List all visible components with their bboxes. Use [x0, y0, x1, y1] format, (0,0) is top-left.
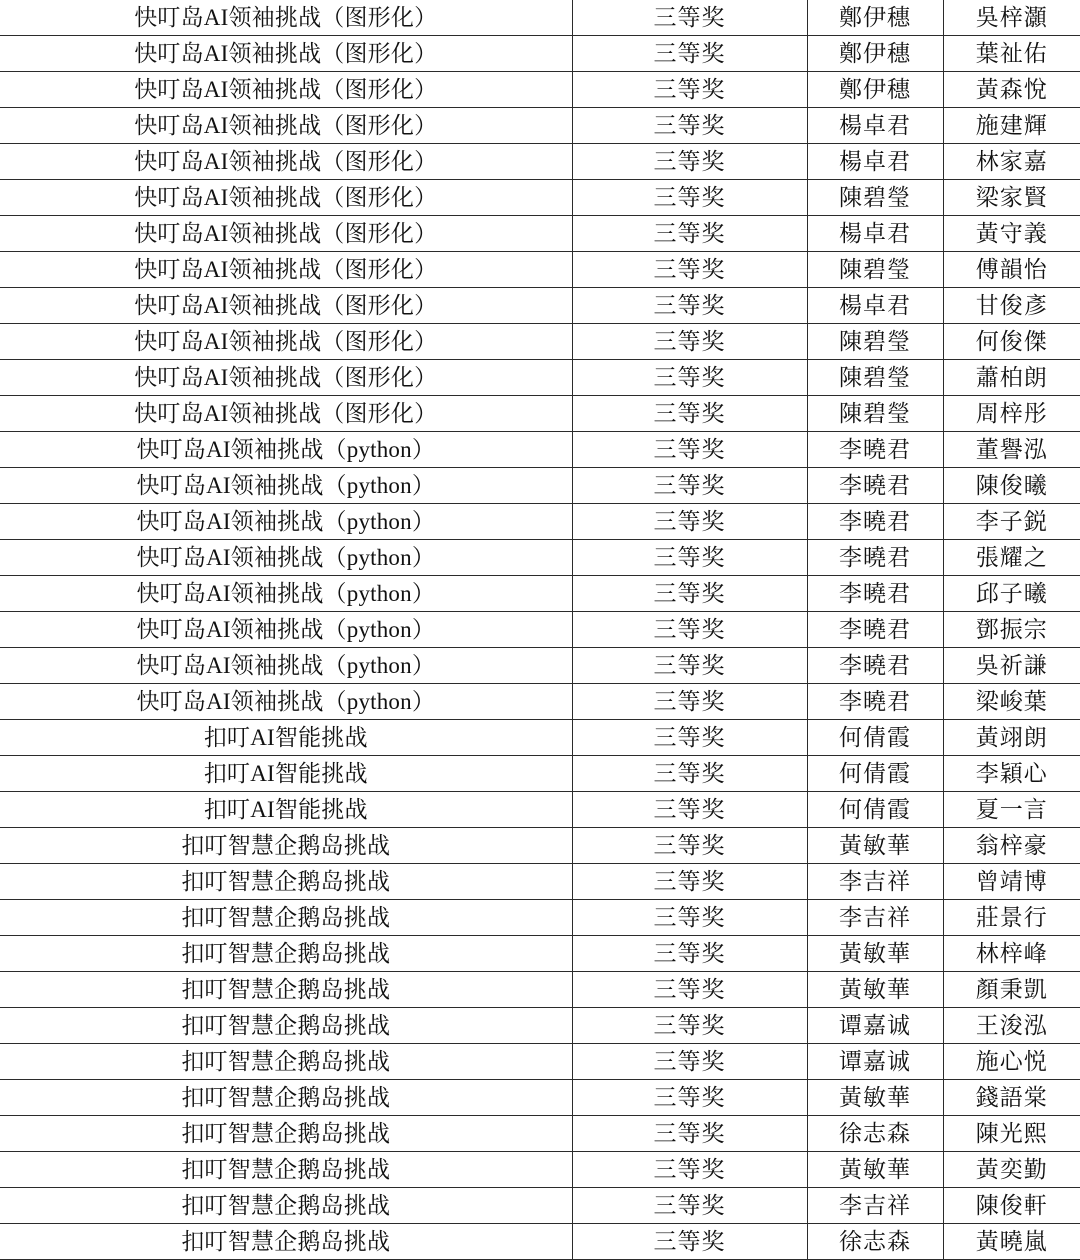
- table-row: [0, 468, 1080, 504]
- table-row: [0, 972, 1080, 1008]
- cell-student: 陳光熙: [943, 1116, 1080, 1152]
- cell-project: 快叮岛AI领袖挑战（python）: [0, 504, 572, 540]
- table-row: [0, 648, 1080, 684]
- cell-project: 扣叮智慧企鹅岛挑战: [0, 1152, 572, 1188]
- table-row: [0, 1188, 1080, 1224]
- cell-project: 扣叮AI智能挑战: [0, 792, 572, 828]
- cell-award: 三等奖: [572, 396, 807, 432]
- cell-project: 快叮岛AI领袖挑战（图形化）: [0, 144, 572, 180]
- cell-project: 扣叮智慧企鹅岛挑战: [0, 972, 572, 1008]
- cell-coach: 李曉君: [807, 684, 943, 720]
- cell-award: 三等奖: [572, 936, 807, 972]
- cell-student: 蕭柏朗: [943, 360, 1080, 396]
- cell-student: 甘俊彥: [943, 288, 1080, 324]
- cell-award: 三等奖: [572, 180, 807, 216]
- cell-project: 扣叮AI智能挑战: [0, 756, 572, 792]
- cell-coach: 楊卓君: [807, 108, 943, 144]
- table-row: [0, 1152, 1080, 1188]
- cell-student: 黃奕勤: [943, 1152, 1080, 1188]
- cell-coach: 何倩霞: [807, 756, 943, 792]
- cell-award: 三等奖: [572, 288, 807, 324]
- cell-student: 莊景行: [943, 900, 1080, 936]
- cell-award: 三等奖: [572, 792, 807, 828]
- cell-coach: 李曉君: [807, 540, 943, 576]
- cell-award: 三等奖: [572, 360, 807, 396]
- cell-coach: 陳碧瑩: [807, 324, 943, 360]
- cell-coach: 李曉君: [807, 468, 943, 504]
- table-row: [0, 540, 1080, 576]
- table-row: [0, 864, 1080, 900]
- cell-award: 三等奖: [572, 468, 807, 504]
- table-row: [0, 1080, 1080, 1116]
- cell-award: 三等奖: [572, 756, 807, 792]
- cell-coach: 何倩霞: [807, 720, 943, 756]
- cell-student: 梁家賢: [943, 180, 1080, 216]
- cell-student: 李子鋭: [943, 504, 1080, 540]
- cell-student: 黃森悅: [943, 72, 1080, 108]
- cell-student: 邱子曦: [943, 576, 1080, 612]
- table-row: [0, 1116, 1080, 1152]
- cell-award: 三等奖: [572, 684, 807, 720]
- cell-award: 三等奖: [572, 432, 807, 468]
- table-row: [0, 216, 1080, 252]
- cell-project: 扣叮智慧企鹅岛挑战: [0, 828, 572, 864]
- cell-coach: 楊卓君: [807, 288, 943, 324]
- cell-project: 快叮岛AI领袖挑战（python）: [0, 684, 572, 720]
- cell-coach: 李曉君: [807, 576, 943, 612]
- table-row: [0, 756, 1080, 792]
- cell-award: 三等奖: [572, 324, 807, 360]
- cell-award: 三等奖: [572, 1152, 807, 1188]
- cell-student: 梁峻葉: [943, 684, 1080, 720]
- cell-coach: 李曉君: [807, 648, 943, 684]
- table-row: [0, 504, 1080, 540]
- cell-project: 快叮岛AI领袖挑战（python）: [0, 432, 572, 468]
- cell-project: 快叮岛AI领袖挑战（python）: [0, 576, 572, 612]
- cell-student: 葉祉佑: [943, 36, 1080, 72]
- cell-student: 林家嘉: [943, 144, 1080, 180]
- cell-student: 顏秉凱: [943, 972, 1080, 1008]
- cell-project: 扣叮智慧企鹅岛挑战: [0, 1044, 572, 1080]
- cell-coach: 黃敏華: [807, 936, 943, 972]
- cell-project: 快叮岛AI领袖挑战（python）: [0, 468, 572, 504]
- cell-student: 董譽泓: [943, 432, 1080, 468]
- cell-student: 李穎心: [943, 756, 1080, 792]
- cell-coach: 鄭伊穗: [807, 0, 943, 36]
- cell-award: 三等奖: [572, 576, 807, 612]
- table-row: [0, 360, 1080, 396]
- cell-coach: 李曉君: [807, 504, 943, 540]
- cell-student: 吳梓灝: [943, 0, 1080, 36]
- table-row: [0, 720, 1080, 756]
- cell-coach: 楊卓君: [807, 216, 943, 252]
- cell-coach: 李吉祥: [807, 900, 943, 936]
- table-row: [0, 144, 1080, 180]
- cell-award: 三等奖: [572, 648, 807, 684]
- table-row: [0, 180, 1080, 216]
- cell-student: 何俊傑: [943, 324, 1080, 360]
- cell-project: 快叮岛AI领袖挑战（图形化）: [0, 36, 572, 72]
- cell-award: 三等奖: [572, 216, 807, 252]
- cell-coach: 李曉君: [807, 612, 943, 648]
- cell-project: 快叮岛AI领袖挑战（图形化）: [0, 108, 572, 144]
- cell-award: 三等奖: [572, 1008, 807, 1044]
- cell-award: 三等奖: [572, 972, 807, 1008]
- cell-student: 陳俊曦: [943, 468, 1080, 504]
- cell-student: 陳俊軒: [943, 1188, 1080, 1224]
- cell-award: 三等奖: [572, 1188, 807, 1224]
- cell-coach: 李曉君: [807, 432, 943, 468]
- cell-student: 張耀之: [943, 540, 1080, 576]
- cell-student: 夏一言: [943, 792, 1080, 828]
- cell-project: 扣叮智慧企鹅岛挑战: [0, 1116, 572, 1152]
- cell-award: 三等奖: [572, 252, 807, 288]
- cell-coach: 谭嘉诚: [807, 1044, 943, 1080]
- cell-student: 翁梓豪: [943, 828, 1080, 864]
- cell-coach: 鄭伊穗: [807, 72, 943, 108]
- cell-student: 黃守義: [943, 216, 1080, 252]
- table-row: [0, 36, 1080, 72]
- table-row: [0, 396, 1080, 432]
- table-row: [0, 1224, 1080, 1260]
- cell-project: 快叮岛AI领袖挑战（图形化）: [0, 180, 572, 216]
- cell-coach: 楊卓君: [807, 144, 943, 180]
- cell-student: 周梓彤: [943, 396, 1080, 432]
- cell-award: 三等奖: [572, 72, 807, 108]
- cell-award: 三等奖: [572, 1224, 807, 1260]
- table-row: [0, 72, 1080, 108]
- cell-project: 扣叮智慧企鹅岛挑战: [0, 900, 572, 936]
- cell-project: 扣叮智慧企鹅岛挑战: [0, 936, 572, 972]
- cell-student: 鄧振宗: [943, 612, 1080, 648]
- cell-coach: 黃敏華: [807, 828, 943, 864]
- cell-student: 王浚泓: [943, 1008, 1080, 1044]
- cell-coach: 黃敏華: [807, 1152, 943, 1188]
- cell-coach: 鄭伊穗: [807, 36, 943, 72]
- cell-award: 三等奖: [572, 900, 807, 936]
- cell-coach: 陳碧瑩: [807, 180, 943, 216]
- table-row: [0, 792, 1080, 828]
- cell-award: 三等奖: [572, 1080, 807, 1116]
- table-row: [0, 0, 1080, 36]
- cell-project: 快叮岛AI领袖挑战（图形化）: [0, 288, 572, 324]
- cell-project: 扣叮智慧企鹅岛挑战: [0, 1188, 572, 1224]
- table-row: [0, 900, 1080, 936]
- cell-project: 快叮岛AI领袖挑战（python）: [0, 540, 572, 576]
- table-row: [0, 252, 1080, 288]
- table-row: [0, 432, 1080, 468]
- cell-project: 快叮岛AI领袖挑战（图形化）: [0, 72, 572, 108]
- table-row: [0, 108, 1080, 144]
- cell-project: 快叮岛AI领袖挑战（图形化）: [0, 0, 572, 36]
- table-row: [0, 288, 1080, 324]
- cell-award: 三等奖: [572, 144, 807, 180]
- cell-coach: 陳碧瑩: [807, 360, 943, 396]
- cell-award: 三等奖: [572, 540, 807, 576]
- cell-award: 三等奖: [572, 1116, 807, 1152]
- cell-student: 曾靖博: [943, 864, 1080, 900]
- cell-coach: 谭嘉诚: [807, 1008, 943, 1044]
- cell-project: 快叮岛AI领袖挑战（python）: [0, 648, 572, 684]
- cell-coach: 徐志森: [807, 1224, 943, 1260]
- cell-project: 快叮岛AI领袖挑战（图形化）: [0, 360, 572, 396]
- cell-student: 施心悦: [943, 1044, 1080, 1080]
- cell-student: 黃曉嵐: [943, 1224, 1080, 1260]
- table-row: [0, 828, 1080, 864]
- cell-coach: 黃敏華: [807, 1080, 943, 1116]
- cell-student: 傅韻怡: [943, 252, 1080, 288]
- cell-student: 吳祈謙: [943, 648, 1080, 684]
- cell-project: 快叮岛AI领袖挑战（图形化）: [0, 252, 572, 288]
- cell-coach: 陳碧瑩: [807, 252, 943, 288]
- table-row: [0, 324, 1080, 360]
- table-row: [0, 1044, 1080, 1080]
- cell-student: 施建輝: [943, 108, 1080, 144]
- cell-coach: 李吉祥: [807, 1188, 943, 1224]
- table-row: [0, 612, 1080, 648]
- cell-project: 快叮岛AI领袖挑战（python）: [0, 612, 572, 648]
- cell-project: 快叮岛AI领袖挑战（图形化）: [0, 216, 572, 252]
- cell-student: 錢語棠: [943, 1080, 1080, 1116]
- cell-award: 三等奖: [572, 108, 807, 144]
- cell-project: 快叮岛AI领袖挑战（图形化）: [0, 396, 572, 432]
- cell-coach: 徐志森: [807, 1116, 943, 1152]
- cell-award: 三等奖: [572, 504, 807, 540]
- cell-award: 三等奖: [572, 720, 807, 756]
- cell-project: 扣叮智慧企鹅岛挑战: [0, 864, 572, 900]
- cell-project: 扣叮智慧企鹅岛挑战: [0, 1080, 572, 1116]
- cell-project: 扣叮AI智能挑战: [0, 720, 572, 756]
- cell-coach: 黃敏華: [807, 972, 943, 1008]
- cell-award: 三等奖: [572, 864, 807, 900]
- cell-award: 三等奖: [572, 1044, 807, 1080]
- table-row: [0, 1008, 1080, 1044]
- cell-coach: 李吉祥: [807, 864, 943, 900]
- cell-award: 三等奖: [572, 828, 807, 864]
- table-row: [0, 684, 1080, 720]
- cell-award: 三等奖: [572, 0, 807, 36]
- cell-award: 三等奖: [572, 36, 807, 72]
- cell-coach: 陳碧瑩: [807, 396, 943, 432]
- table-row: [0, 576, 1080, 612]
- cell-project: 扣叮智慧企鹅岛挑战: [0, 1224, 572, 1260]
- cell-project: 快叮岛AI领袖挑战（图形化）: [0, 324, 572, 360]
- cell-student: 林梓峰: [943, 936, 1080, 972]
- cell-award: 三等奖: [572, 612, 807, 648]
- cell-student: 黃翊朗: [943, 720, 1080, 756]
- table-row: [0, 936, 1080, 972]
- cell-coach: 何倩霞: [807, 792, 943, 828]
- cell-project: 扣叮智慧企鹅岛挑战: [0, 1008, 572, 1044]
